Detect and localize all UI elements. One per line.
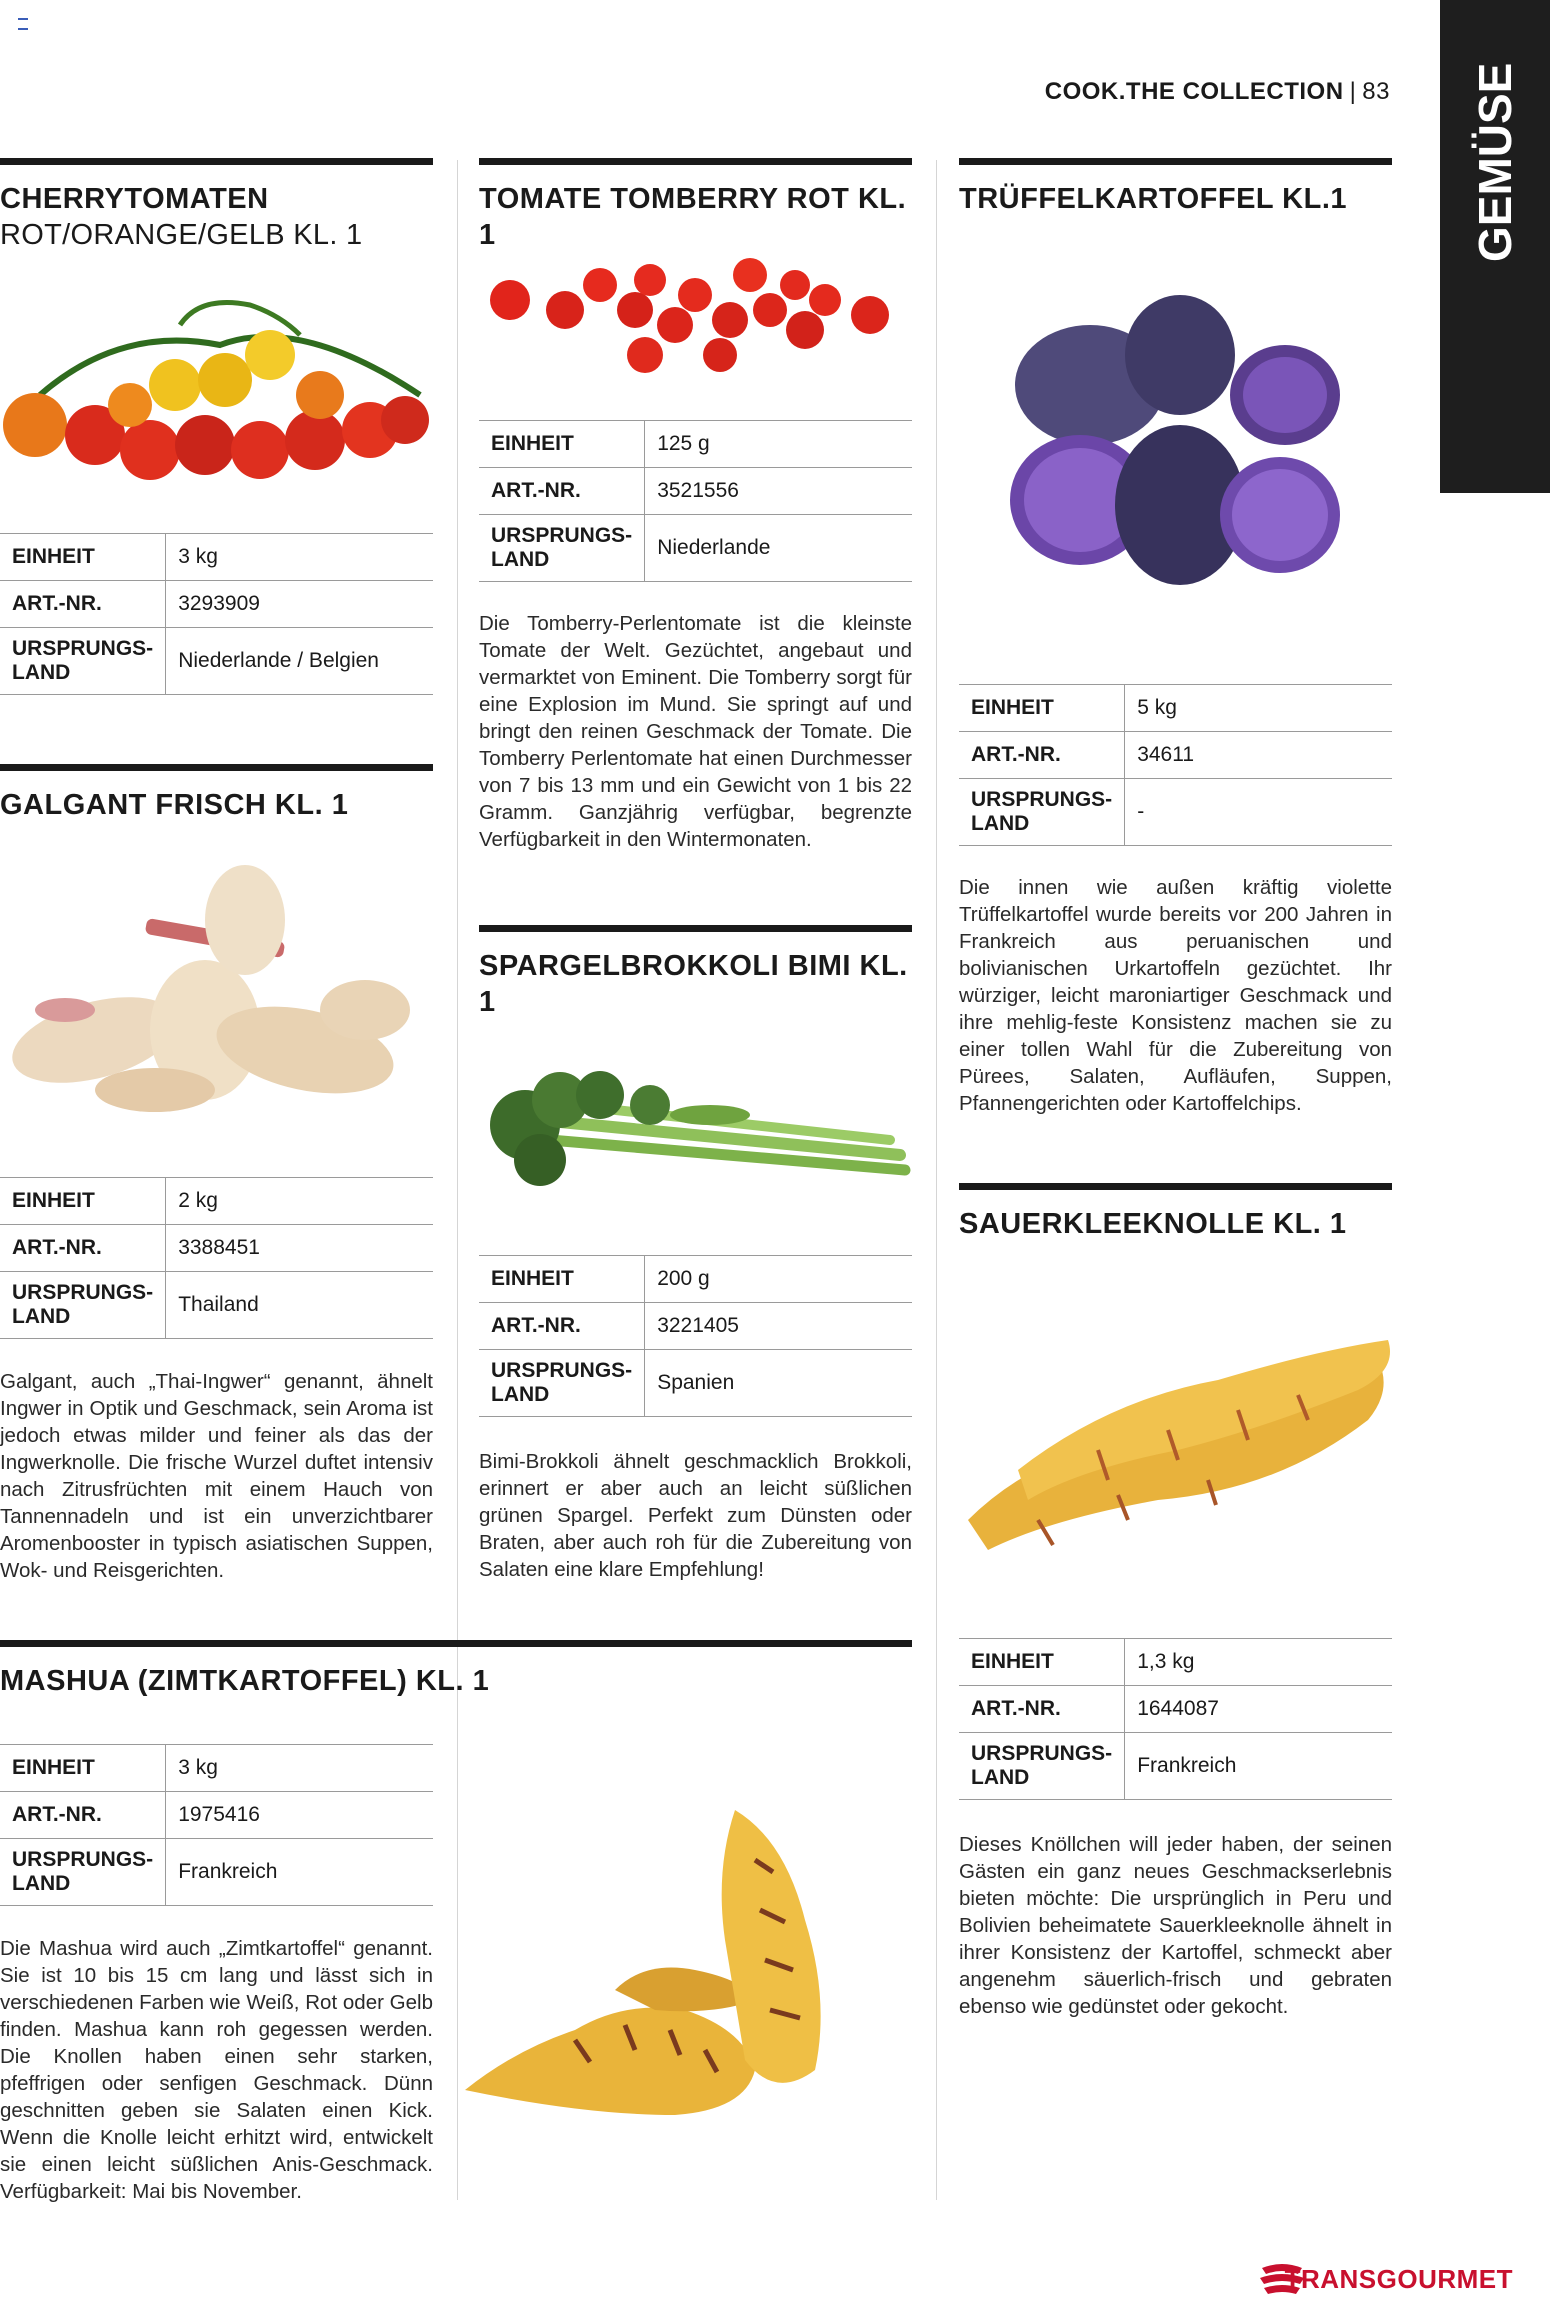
page-header (1045, 78, 1390, 106)
product-description: Dieses Knöllchen will jeder haben, der seinen Gästen ein ganz neues Geschmackserlebnis bieten möchte: Die ursprünglich in Peru und Bolivien beheimatete Sauerkleeknolle ähnelt in ihrer Konsistenz der Kartoffel, schmeckt aber angenehm säuerlich-frisch und gebraten ebenso wie gedünstet oder gekocht. (959, 1833, 1392, 2018)
art-nr-label: ART.-NR. (959, 732, 1125, 779)
art-nr-label: ART.-NR. (479, 468, 645, 515)
unit-label: EINHEIT (0, 534, 166, 581)
section-bar (0, 1640, 912, 1647)
origin-label: URSPRUNGS- LAND (959, 779, 1125, 846)
section-bar (959, 158, 1392, 165)
art-nr-value: 3221405 (645, 1303, 912, 1350)
origin-label: URSPRUNGS- LAND (959, 1733, 1125, 1800)
product-mashua (0, 1640, 912, 1699)
galgant-image (5, 860, 430, 1120)
art-nr-label: ART.-NR. (959, 1686, 1125, 1733)
unit-label: EINHEIT (479, 421, 645, 468)
spec-table-mashua (0, 1744, 433, 1906)
unit-value: 2 kg (166, 1178, 433, 1225)
origin-value: Frankreich (1125, 1733, 1392, 1800)
product-title: SAUERKLEEKNOLLE KL. 1 (959, 1208, 1347, 1240)
art-nr-value: 3521556 (645, 468, 912, 515)
art-nr-value: 1644087 (1125, 1686, 1392, 1733)
section-bar (0, 764, 433, 771)
category-tab-label: GEMÜSE (1469, 62, 1521, 262)
origin-value: Spanien (645, 1350, 912, 1417)
origin-label: URSPRUNGS- LAND (479, 1350, 645, 1417)
product-galgant (0, 764, 433, 823)
origin-label: URSPRUNGS- LAND (0, 1272, 166, 1339)
spec-table-tomberry (479, 420, 912, 582)
trueffel-potato-image (1000, 295, 1350, 595)
origin-value: Niederlande / Belgien (166, 628, 433, 695)
menu-icon (18, 18, 28, 30)
page-number: 83 (1362, 78, 1390, 105)
category-tab (1440, 0, 1550, 493)
product-bimi (479, 925, 912, 1020)
spec-table-sauerkleeknolle (959, 1638, 1392, 1800)
cherry-tomato-image (0, 285, 430, 495)
unit-label: EINHEIT (479, 1256, 645, 1303)
art-nr-label: ART.-NR. (0, 1225, 166, 1272)
art-nr-label: ART.-NR. (0, 1792, 166, 1839)
product-title: TRÜFFELKARTOFFEL KL.1 (959, 183, 1348, 215)
product-title: MASHUA (ZIMTKARTOFFEL) KL. 1 (0, 1665, 490, 1697)
unit-value: 3 kg (166, 534, 433, 581)
section-bar (479, 158, 912, 165)
product-description: Die innen wie außen kräftig violette Trüffelkartoffel wurde bereits vor 200 Jahren in Frankreich aus peruanischen und bolivianischen Urkartoffeln gezüchtet. Ihr würziger, leicht maroniartiger Geschmack und ihre mehlig-feste Konsistenz machen sie zu einer tollen Wahl für die Zubereitung von Pürees, Salaten, Aufläufen, Suppen, Pfannengerichten oder Kartoffelchips. (959, 876, 1392, 1115)
product-title: TOMATE TOMBERRY ROT KL. 1 (479, 183, 907, 251)
art-nr-value: 34611 (1125, 732, 1392, 779)
section-bar (0, 158, 433, 165)
header-separator: | (1349, 78, 1357, 105)
product-description: Galgant, auch „Thai-Ingwer“ genannt, ähnelt Ingwer in Optik und Geschmack, sein Aroma ist jedoch etwas milder und feiner als das der Ingwerknolle. Die frische Wurzel duftet intensiv nach Zitrusfrüchten mit einem Hauch von Tannennadeln und ist ein unverzichtbarer Aromenbooster in typisch asiatischen Suppen, Wok- und Reisgerichten. (0, 1370, 433, 1582)
sauerklee-tuber-image (958, 1320, 1393, 1560)
product-title: CHERRYTOMATEN (0, 183, 269, 215)
collection-title: COOK.THE COLLECTION (1044, 78, 1344, 105)
origin-label: URSPRUNGS- LAND (0, 1839, 166, 1906)
spec-table-galgant (0, 1177, 433, 1339)
product-description: Bimi-Brokkoli ähnelt geschmacklich Brokkoli, erinnert er aber auch an leicht süßlichen grünen Spargel. Perfekt zum Dünsten oder Braten, aber auch roh für die Zubereitung von Salaten eine klare Empfehlung! (479, 1450, 912, 1581)
origin-value: Thailand (166, 1272, 433, 1339)
unit-label: EINHEIT (959, 1639, 1125, 1686)
bimi-image (480, 1060, 912, 1200)
spec-table-cherrytomaten (0, 533, 433, 695)
unit-label: EINHEIT (0, 1178, 166, 1225)
origin-value: Niederlande (645, 515, 912, 582)
origin-label: URSPRUNGS- LAND (0, 628, 166, 695)
product-sauerkleeknolle (959, 1183, 1392, 1242)
spec-table-trueffelkartoffel (959, 684, 1392, 846)
art-nr-label: ART.-NR. (479, 1303, 645, 1350)
product-description: Die Mashua wird auch „Zimtkartoffel“ genannt. Sie ist 10 bis 15 cm lang und lässt sich in verschiedenen Farben wie Weiß, Rot oder Gelb finden. Mashua kann roh gegessen werden. Die Knollen haben einen sehr starken, pfeffrigen oder senfigen Geschmack. Dünn geschnitten geben sie Salaten einen Kick. Wenn die Knolle leicht erhitzt wird, entwickelt sie einen leicht süßlichen Anis-Geschmack. Verfügbarkeit: Mai bis November. (0, 1937, 433, 2203)
product-trueffelkartoffel (959, 158, 1392, 217)
origin-label: URSPRUNGS- LAND (479, 515, 645, 582)
brand-logo: TRANSGOURMET (1284, 2264, 1513, 2294)
section-bar (959, 1183, 1392, 1190)
product-title: SPARGELBROKKOLI BIMI KL. 1 (479, 950, 908, 1018)
mashua-tuber-image (455, 1800, 915, 2130)
origin-value: - (1125, 779, 1392, 846)
product-subtitle: ROT/ORANGE/GELB KL. 1 (0, 219, 363, 251)
column-divider (936, 1640, 937, 2200)
art-nr-value: 1975416 (166, 1792, 433, 1839)
product-title: GALGANT FRISCH KL. 1 (0, 789, 349, 821)
product-cherrytomaten (0, 158, 433, 253)
spec-table-bimi (479, 1255, 912, 1417)
unit-label: EINHEIT (959, 685, 1125, 732)
product-description: Die Tomberry-Perlentomate ist die kleinste Tomate der Welt. Gezüchtet, angebaut und vermarktet von Eminent. Die Tomberry sorgt für eine Explosion im Mund. Sie springt auf und bringt den reinen Geschmack der Tomate. Die Tomberry Perlentomate hat einen Durchmesser von 7 bis 13 mm und ein Gewicht von 1 bis 22 Gramm. Ganzjährig verfügbar, begrenzte Verfügbarkeit in den Wintermonaten. (479, 612, 912, 851)
tomberry-image (485, 255, 910, 375)
unit-value: 5 kg (1125, 685, 1392, 732)
art-nr-value: 3388451 (166, 1225, 433, 1272)
section-bar (479, 925, 912, 932)
unit-value: 125 g (645, 421, 912, 468)
origin-value: Frankreich (166, 1839, 433, 1906)
unit-value: 200 g (645, 1256, 912, 1303)
column-divider (936, 160, 937, 1680)
unit-label: EINHEIT (0, 1745, 166, 1792)
art-nr-label: ART.-NR. (0, 581, 166, 628)
unit-value: 1,3 kg (1125, 1639, 1392, 1686)
product-tomberry (479, 158, 912, 253)
art-nr-value: 3293909 (166, 581, 433, 628)
unit-value: 3 kg (166, 1745, 433, 1792)
